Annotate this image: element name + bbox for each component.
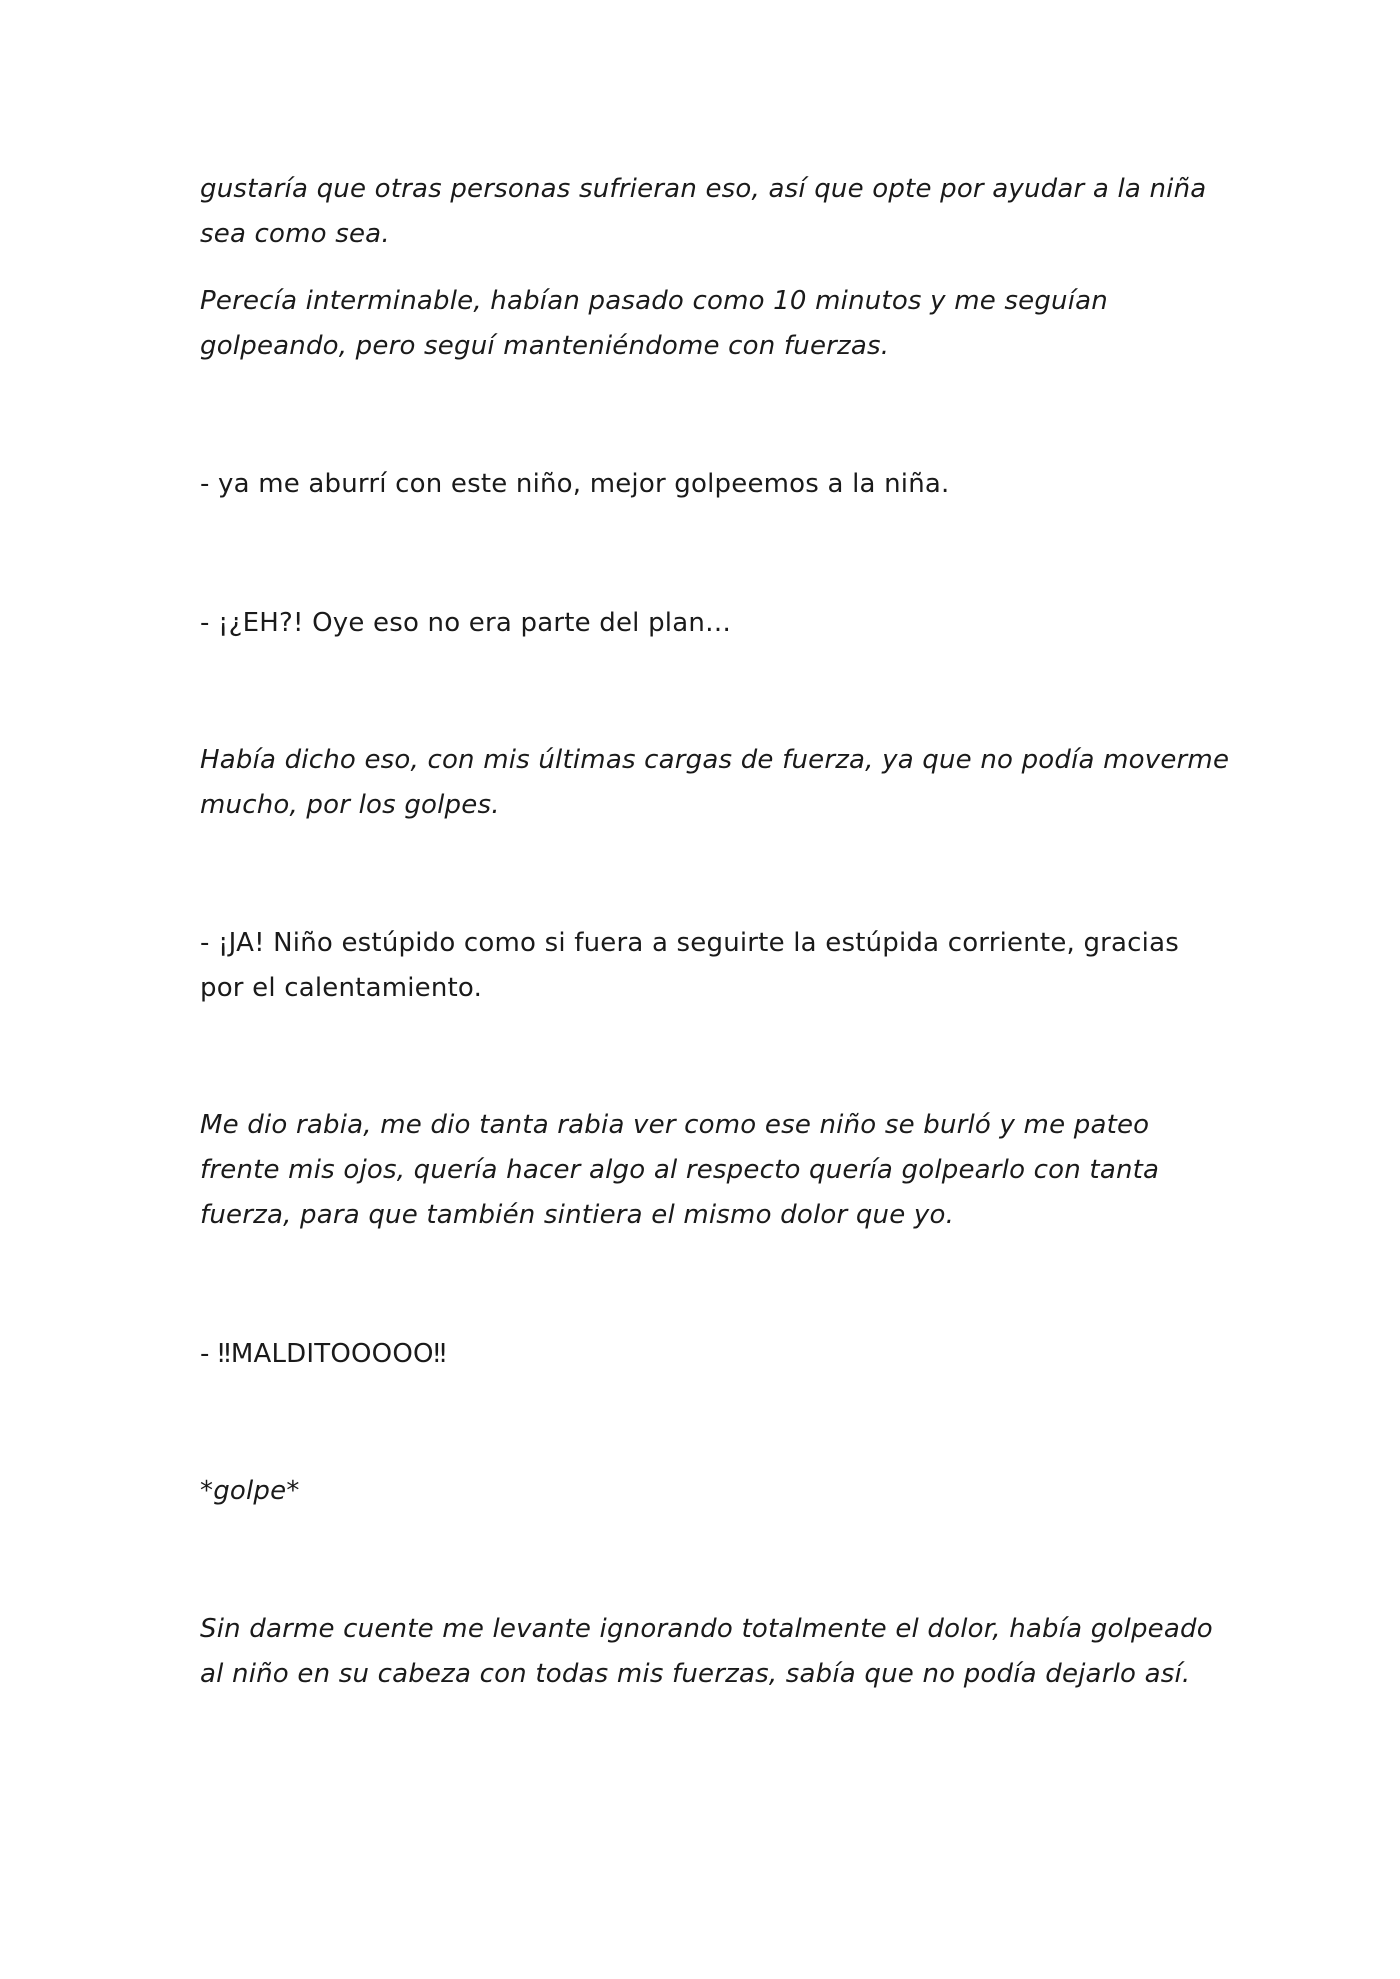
dialogue-not-the-plan: [200, 601, 1210, 646]
text-line: - ¡JA! Niño estúpido como si fuera a seguirte la estúpida corriente, gracias: [200, 928, 1179, 958]
paragraph-interminable: [200, 279, 1210, 369]
paragraph-rage: [200, 1103, 1210, 1238]
text-line: - ‼MALDITOOOOO‼: [200, 1339, 447, 1369]
text-line: *golpe*: [200, 1476, 300, 1506]
dialogue-maldito: [200, 1332, 1210, 1377]
text-line: Me dio rabia, me dio tanta rabia ver como ese niño se burló y me pateo: [200, 1110, 1150, 1140]
paragraph-opening: [200, 167, 1210, 257]
text-line: sea como sea.: [200, 219, 390, 249]
text-line: fuerza, para que también sintiera el mismo dolor que yo.: [200, 1200, 955, 1230]
text-line: gustaría que otras personas sufrieran eso, así que opte por ayudar a la niña: [200, 174, 1207, 204]
text-line: Perecía interminable, habían pasado como 10 minutos y me seguían: [200, 286, 1108, 316]
text-line: Había dicho eso, con mis últimas cargas de fuerza, ya que no podía moverme: [200, 745, 1230, 775]
text-line: - ya me aburrí con este niño, mejor golpeemos a la niña.: [200, 469, 950, 499]
paragraph-stood-up: [200, 1607, 1213, 1697]
text-line: frente mis ojos, quería hacer algo al respecto quería golpearlo con tanta: [200, 1155, 1160, 1185]
text-line: al niño en su cabeza con todas mis fuerzas, sabía que no podía dejarlo así.: [200, 1659, 1191, 1689]
dialogue-bored: [200, 462, 1210, 507]
text-line: golpeando, pero seguí manteniéndome con fuerzas.: [200, 331, 890, 361]
text-line: Sin darme cuente me levante ignorando totalmente el dolor, había golpeado: [200, 1614, 1213, 1644]
text-line: por el calentamiento.: [200, 973, 483, 1003]
dialogue-stupid-boy: [200, 921, 1210, 1011]
sound-effect-golpe: [200, 1469, 1210, 1514]
text-line: - ¡¿EH?! Oye eso no era parte del plan…: [200, 608, 732, 638]
text-line: mucho, por los golpes.: [200, 790, 500, 820]
paragraph-last-strength: [200, 738, 1230, 828]
